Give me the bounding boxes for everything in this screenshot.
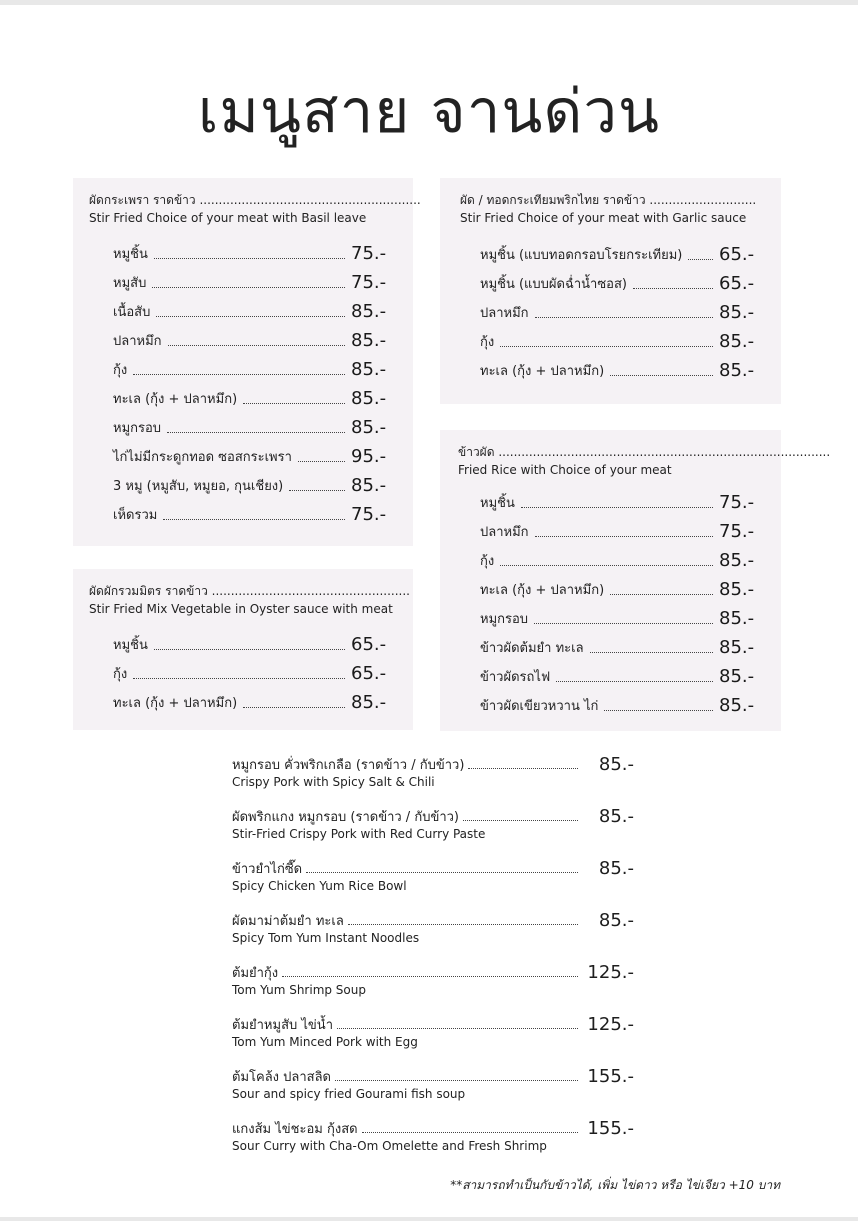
item-name: หมูชิ้น (แบบทอดกรอบโรยกระเทียม)	[480, 248, 683, 263]
item-price: 85.-	[719, 666, 755, 687]
section-heading: ผัด / ทอดกระเทียมพริกไทย ราดข้าว ............................	[460, 193, 757, 207]
menu-section-fried-rice	[440, 430, 831, 731]
special-price: 125.-	[587, 1013, 634, 1035]
special-price: 125.-	[587, 961, 634, 983]
menu-section-mixed-vegetable	[73, 569, 413, 730]
item-name: หมูสับ	[113, 276, 147, 291]
leader-dots	[500, 564, 713, 566]
item-price: 65.-	[719, 244, 755, 265]
item-name: ทะเล (กุ้ง + ปลาหมึก)	[113, 392, 238, 407]
leader-dots	[163, 518, 345, 520]
leader-dots	[289, 489, 345, 491]
special-name: ผัดมาม่าต้มยำ ทะเล	[232, 913, 344, 929]
leader-dots	[535, 535, 713, 537]
leader-dots	[282, 976, 578, 977]
menu-item	[113, 688, 397, 717]
item-name: ข้าวผัดเขียวหวาน ไก่	[480, 699, 599, 714]
item-price: 65.-	[351, 634, 387, 655]
item-price: 85.-	[719, 637, 755, 658]
section-heading: ข้าวผัด .......................................................................................	[458, 445, 831, 459]
item-name: 3 หมู (หมูสับ, หมูยอ, กุนเชียง)	[113, 479, 284, 494]
item-price: 85.-	[351, 359, 387, 380]
menu-item	[480, 662, 765, 691]
item-price: 85.-	[351, 475, 387, 496]
specials-list	[232, 755, 642, 1171]
item-price: 75.-	[351, 243, 387, 264]
item-price: 85.-	[351, 330, 387, 351]
item-name: ปลาหมึก	[480, 306, 529, 321]
item-price: 85.-	[351, 388, 387, 409]
menu-item	[480, 604, 765, 633]
special-price: 85.-	[598, 753, 634, 775]
item-price: 85.-	[719, 608, 755, 629]
leader-dots	[168, 344, 345, 346]
menu-item	[113, 471, 397, 500]
menu-section-garlic	[440, 178, 781, 404]
leader-dots	[534, 622, 713, 624]
menu-item	[480, 517, 765, 546]
item-price: 85.-	[719, 331, 755, 352]
leader-dots	[243, 402, 345, 404]
special-name: ต้มยำหมูสับ ไข่น้ำ	[232, 1017, 333, 1033]
leader-dots	[335, 1080, 578, 1081]
item-name: ทะเล (กุ้ง + ปลาหมึก)	[113, 696, 238, 711]
leader-dots	[154, 257, 345, 259]
special-english-name: Sour and spicy fried Gourami fish soup	[232, 1087, 466, 1101]
item-name: เห็ดรวม	[113, 508, 158, 523]
leader-dots	[500, 345, 713, 347]
item-price: 95.-	[351, 446, 387, 467]
item-price: 85.-	[351, 417, 387, 438]
leader-dots	[167, 431, 345, 433]
menu-item	[113, 500, 397, 529]
menu-item	[480, 269, 765, 298]
special-item	[232, 911, 642, 963]
menu-item	[113, 297, 397, 326]
section-heading: ผัดกระเพรา ราดข้าว ..........................................................	[89, 193, 421, 207]
menu-item	[480, 575, 765, 604]
menu-item	[113, 442, 397, 471]
special-item	[232, 755, 642, 807]
leader-dots	[156, 315, 345, 317]
bottom-border	[0, 1217, 858, 1221]
menu-item	[480, 240, 765, 269]
item-price: 65.-	[719, 273, 755, 294]
special-item	[232, 963, 642, 1015]
leader-dots	[604, 709, 713, 711]
item-name: ข้าวผัดรถไฟ	[480, 670, 551, 685]
leader-dots	[610, 593, 713, 595]
leader-dots	[133, 677, 345, 679]
menu-item	[113, 413, 397, 442]
item-name: หมูชิ้น	[113, 638, 148, 653]
special-item	[232, 1015, 642, 1067]
menu-item	[480, 633, 765, 662]
special-name: แกงส้ม ไข่ชะอม กุ้งสด	[232, 1121, 358, 1137]
special-english-name: Tom Yum Shrimp Soup	[232, 983, 366, 997]
item-name: หมูกรอบ	[113, 421, 162, 436]
item-price: 85.-	[719, 695, 755, 716]
special-english-name: Spicy Tom Yum Instant Noodles	[232, 931, 420, 945]
special-name: ผัดพริกแกง หมูกรอบ (ราดข้าว / กับข้าว)	[232, 809, 460, 825]
leader-dots	[535, 316, 713, 318]
menu-item	[480, 691, 765, 720]
section-subheading: Stir Fried Mix Vegetable in Oyster sauce with meat	[89, 602, 393, 616]
special-price: 85.-	[598, 909, 634, 931]
special-name: ต้มยำกุ้ง	[232, 965, 279, 981]
item-name: กุ้ง	[113, 363, 128, 378]
leader-dots	[152, 286, 345, 288]
item-name: ทะเล (กุ้ง + ปลาหมึก)	[480, 364, 605, 379]
section-subheading: Fried Rice with Choice of your meat	[458, 463, 672, 477]
menu-item	[113, 268, 397, 297]
leader-dots	[243, 706, 345, 708]
item-name: หมูชิ้น (แบบผัดฉ่ำน้ำซอส)	[480, 277, 627, 292]
item-name: ทะเล (กุ้ง + ปลาหมึก)	[480, 583, 605, 598]
special-english-name: Sour Curry with Cha-Om Omelette and Fresh Shrimp	[232, 1139, 547, 1153]
leader-dots	[633, 287, 713, 289]
leader-dots	[590, 651, 713, 653]
menu-item	[113, 326, 397, 355]
menu-item	[113, 239, 397, 268]
leader-dots	[298, 460, 345, 462]
special-item	[232, 1119, 642, 1171]
menu-item	[480, 488, 765, 517]
leader-dots	[348, 924, 578, 925]
leader-dots	[521, 506, 713, 508]
leader-dots	[688, 258, 713, 260]
item-name: ไก่ไม่มีกระดูกทอด ซอสกระเพรา	[113, 450, 292, 465]
special-english-name: Tom Yum Minced Pork with Egg	[232, 1035, 418, 1049]
menu-item	[113, 659, 397, 688]
section-subheading: Stir Fried Choice of your meat with Basil leave	[89, 211, 367, 225]
special-price: 155.-	[587, 1065, 634, 1087]
item-name: ปลาหมึก	[113, 334, 162, 349]
item-price: 85.-	[351, 301, 387, 322]
item-price: 65.-	[351, 663, 387, 684]
item-price: 75.-	[351, 504, 387, 525]
leader-dots	[362, 1132, 578, 1133]
menu-section-basil	[73, 178, 421, 546]
special-name: ต้มโคล้ง ปลาสลิด	[232, 1069, 331, 1085]
special-item	[232, 1067, 642, 1119]
item-price: 85.-	[719, 360, 755, 381]
item-price: 85.-	[719, 302, 755, 323]
menu-item	[113, 630, 397, 659]
special-english-name: Stir-Fried Crispy Pork with Red Curry Paste	[232, 827, 486, 841]
menu-item	[480, 356, 765, 385]
item-price: 75.-	[719, 492, 755, 513]
item-name: กุ้ง	[480, 554, 495, 569]
section-subheading: Stir Fried Choice of your meat with Garlic sauce	[460, 211, 747, 225]
item-name: หมูกรอบ	[480, 612, 529, 627]
special-english-name: Crispy Pork with Spicy Salt & Chili	[232, 775, 435, 789]
item-price: 85.-	[719, 579, 755, 600]
menu-item	[480, 546, 765, 575]
menu-item	[113, 384, 397, 413]
leader-dots	[463, 820, 578, 821]
item-price: 85.-	[719, 550, 755, 571]
item-price: 75.-	[351, 272, 387, 293]
leader-dots	[468, 768, 578, 769]
page-title: เมนูสาย จานด่วน	[197, 77, 661, 147]
item-name: ปลาหมึก	[480, 525, 529, 540]
top-border	[0, 0, 858, 5]
special-item	[232, 859, 642, 911]
item-name: ข้าวผัดต้มยำ ทะเล	[480, 641, 584, 656]
leader-dots	[306, 872, 578, 873]
item-name: กุ้ง	[113, 667, 128, 682]
menu-item	[480, 298, 765, 327]
item-name: กุ้ง	[480, 335, 495, 350]
section-heading: ผัดผักรวมมิตร ราดข้าว ....................................................	[89, 584, 410, 598]
menu-item	[480, 327, 765, 356]
special-name: หมูกรอบ คั่วพริกเกลือ (ราดข้าว / กับข้าว)	[232, 757, 465, 773]
item-price: 75.-	[719, 521, 755, 542]
leader-dots	[610, 374, 713, 376]
special-price: 85.-	[598, 857, 634, 879]
special-item	[232, 807, 642, 859]
item-name: เนื้อสับ	[113, 305, 151, 320]
footnote: **สามารถทำเป็นกับข้าวได้, เพิ่ม ไข่ดาว หรือ ไข่เจียว +10 บาท	[450, 1178, 780, 1192]
leader-dots	[337, 1028, 578, 1029]
item-name: หมูชิ้น	[113, 247, 148, 262]
item-price: 85.-	[351, 692, 387, 713]
item-name: หมูชิ้น	[480, 496, 515, 511]
special-english-name: Spicy Chicken Yum Rice Bowl	[232, 879, 407, 893]
special-name: ข้าวยำไก่ซี๊ด	[232, 861, 303, 877]
leader-dots	[133, 373, 345, 375]
menu-item	[113, 355, 397, 384]
special-price: 155.-	[587, 1117, 634, 1139]
leader-dots	[556, 680, 713, 682]
special-price: 85.-	[598, 805, 634, 827]
leader-dots	[154, 648, 345, 650]
